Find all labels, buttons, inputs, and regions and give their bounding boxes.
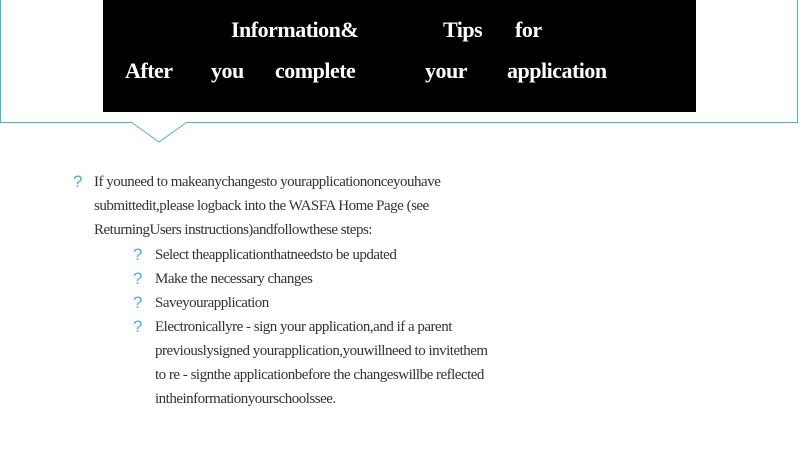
question-bullet-icon: ? bbox=[133, 317, 143, 336]
main-item-line: submittedit,please logback into the WASFA Home Page (see bbox=[94, 198, 429, 214]
title-word: you bbox=[211, 58, 244, 83]
title-word: Information& bbox=[231, 17, 359, 42]
title-banner bbox=[103, 0, 696, 112]
sub-item-line: Select theapplicationthatneedsto be updated bbox=[155, 247, 397, 263]
sub-item-line: intheinformationyourschoolssee. bbox=[155, 391, 336, 407]
title-word: complete bbox=[275, 58, 356, 83]
title-word: After bbox=[125, 58, 173, 83]
question-bullet-icon: ? bbox=[133, 293, 143, 312]
question-bullet-icon: ? bbox=[133, 245, 143, 264]
sub-item-line: Electronicallyre - sign your application,and if a parent bbox=[155, 319, 452, 335]
title-word: Tips bbox=[443, 17, 483, 42]
main-item-line: If youneed to makeanychangesto yourapplicationonceyouhave bbox=[94, 174, 441, 190]
title-word: for bbox=[515, 17, 542, 42]
title-word: application bbox=[507, 58, 607, 83]
sub-item-line: to re - signthe applicationbefore the changeswillbe reflected bbox=[155, 367, 484, 383]
question-bullet-icon: ? bbox=[73, 172, 83, 191]
question-bullet-icon: ? bbox=[133, 269, 143, 288]
sub-item-line: Make the necessary changes bbox=[155, 271, 313, 287]
title-word: your bbox=[425, 58, 467, 83]
sub-item-line: Saveyourapplication bbox=[155, 295, 269, 311]
sub-item-line: previouslysigned yourapplication,youwillneed to invitethem bbox=[155, 343, 488, 359]
main-item-line: ReturningUsers instructions)andfollowthese steps: bbox=[94, 222, 372, 238]
